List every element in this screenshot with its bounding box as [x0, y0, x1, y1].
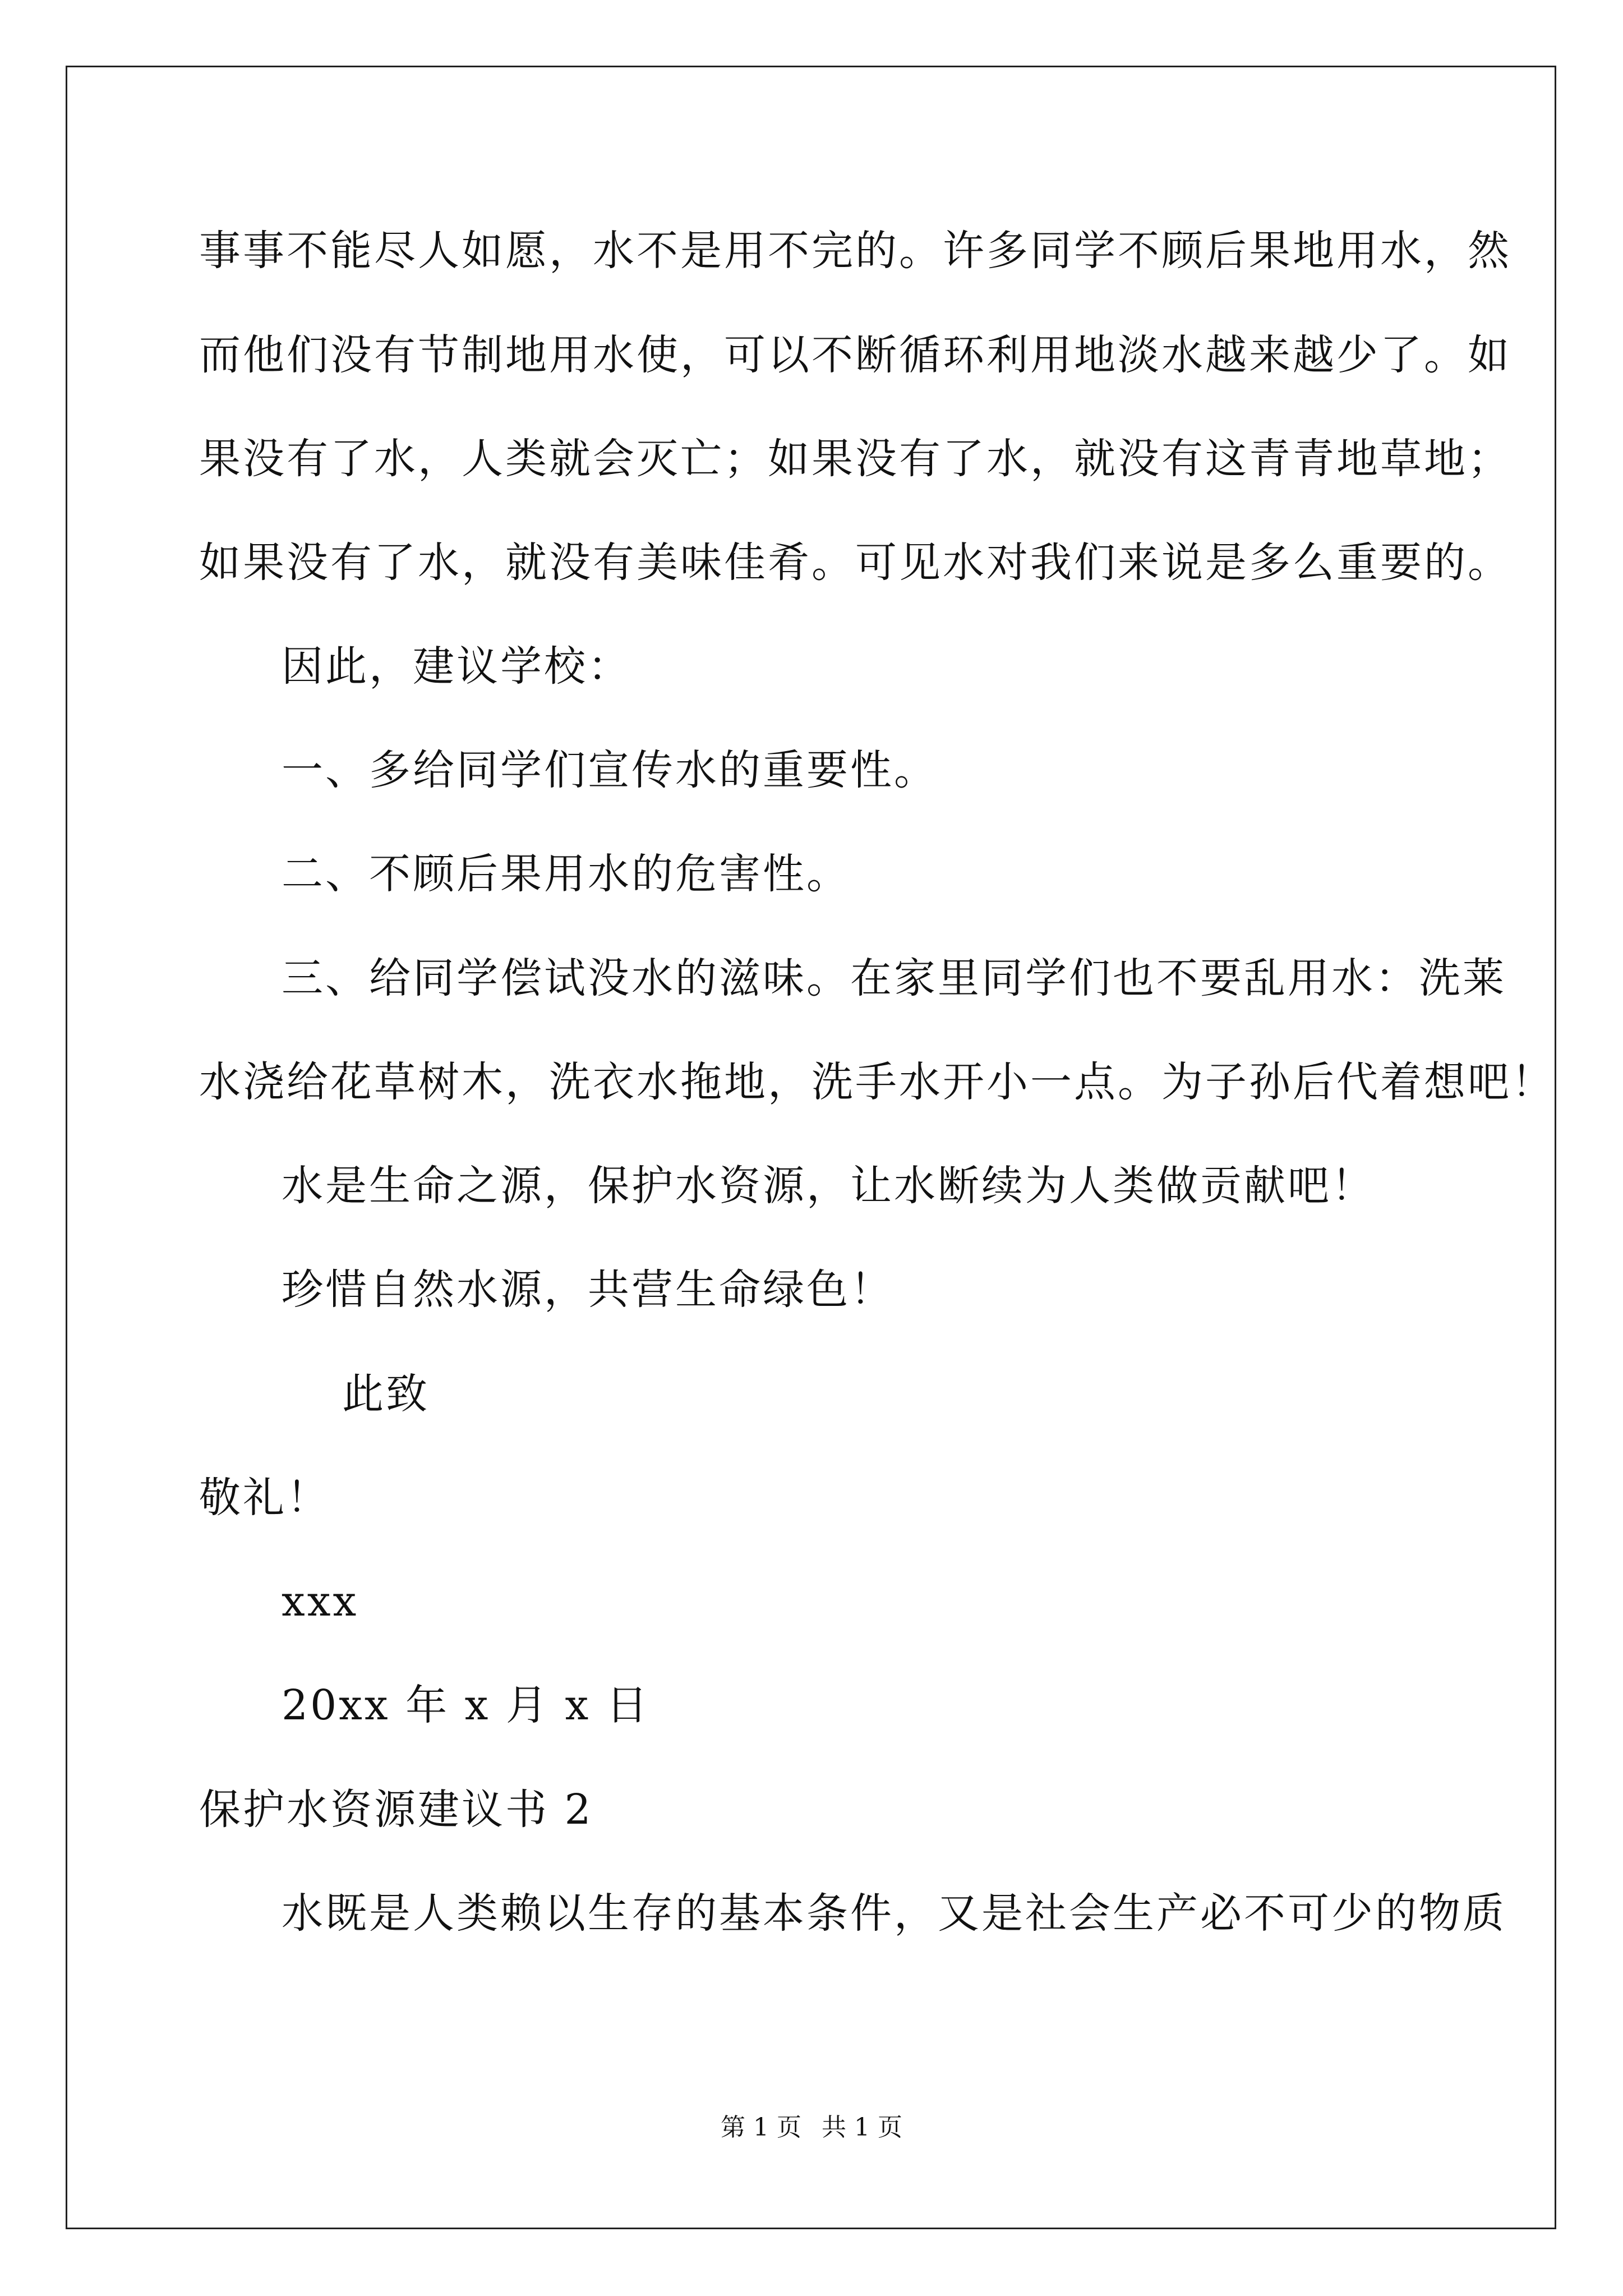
- paragraph-line: 果没有了水，人类就会灭亡；如果没有了水，就没有这青青地草地；: [199, 435, 1511, 483]
- paragraph-line: 珍惜自然水源，共营生命绿色！: [282, 1266, 894, 1314]
- closing-salutation: 此致: [342, 1370, 430, 1418]
- paragraph-line: 水浇给花草树木，洗衣水拖地，洗手水开小一点。为子孙后代着想吧！: [199, 1058, 1555, 1106]
- closing-regards: 敬礼！: [199, 1474, 330, 1522]
- section-title: 保护水资源建议书 2: [199, 1786, 593, 1834]
- signature-name: xxx: [282, 1577, 359, 1626]
- paragraph-line: 因此，建议学校：: [282, 642, 631, 691]
- list-item: 一、多给同学们宣传水的重要性。: [282, 746, 938, 794]
- signature-date: 20xx 年 x 月 x 日: [282, 1681, 650, 1729]
- page-number: 第 1 页: [721, 2113, 801, 2142]
- list-item: 三、给同学偿试没水的滋味。在家里同学们也不要乱用水：洗莱: [282, 954, 1506, 1002]
- paragraph-line: 事事不能尽人如愿，水不是用不完的。许多同学不顾后果地用水，然: [199, 227, 1511, 275]
- page-footer: [0, 2112, 1623, 2143]
- page-total: 共 1 页: [822, 2113, 902, 2142]
- paragraph-line: 如果没有了水，就没有美味佳肴。可见水对我们来说是多么重要的。: [199, 539, 1511, 587]
- list-item: 二、不顾后果用水的危害性。: [282, 850, 850, 898]
- paragraph-line: 水既是人类赖以生存的基本条件，又是社会生产必不可少的物质: [282, 1889, 1506, 1938]
- paragraph-line: 水是生命之源，保护水资源，让水断续为人类做贡献吧！: [282, 1162, 1375, 1210]
- paragraph-line: 而他们没有节制地用水使，可以不断循环利用地淡水越来越少了。如: [199, 331, 1511, 379]
